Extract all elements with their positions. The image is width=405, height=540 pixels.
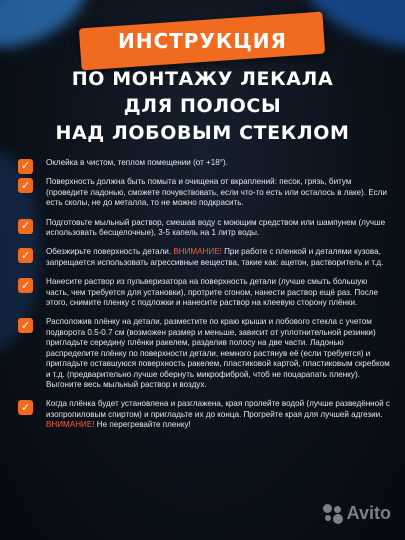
checkmark-icon: ✓: [18, 318, 33, 333]
list-item: [18, 399, 390, 430]
title-line: НАД ЛОБОВЫМ СТЕКЛОМ: [55, 122, 350, 144]
watermark-text: Avito: [346, 503, 391, 523]
list-item: [18, 218, 390, 239]
item-text: При работе с пленкой и деталями кузова, запрещается использовать агрессивные вещества, такие как: ацетон, растворитель и т.д.: [46, 247, 384, 267]
avito-logo-icon: [323, 504, 343, 524]
checkmark-icon: ✓: [18, 248, 33, 263]
checkmark-icon: ✓: [18, 159, 33, 174]
list-item: [18, 277, 390, 308]
warning-label: ВНИМАНИЕ!: [46, 420, 95, 430]
instruction-list: [18, 158, 390, 440]
badge-label: ИНСТРУКЦИЯ: [117, 29, 287, 54]
item-text: Оклейка в чистом, теплом помещении (от +18°).: [46, 158, 228, 167]
list-item: [18, 177, 390, 208]
list-item: [18, 317, 390, 390]
title-line: ДЛЯ ПОЛОСЫ: [123, 95, 282, 117]
checkmark-icon: ✓: [18, 219, 33, 234]
list-item: [18, 247, 390, 268]
item-text: Поверхность должна быть помыта и очищена от вкраплений: песок, грязь, битум (проведите ладонью, сможете почувствовать, если что-то есть или осталось в лаке). Если есть сколы, не до металла, то не можно подкрасить.: [46, 177, 387, 208]
warning-label: ВНИМАНИЕ!: [173, 247, 222, 257]
list-item: [18, 158, 390, 173]
title-line: ПО МОНТАЖУ ЛЕКАЛА: [71, 68, 334, 90]
item-text: Не перегревайте пленку!: [94, 420, 191, 430]
item-text: Подготовьте мыльный раствор, смешав воду с моющим средством или шампунем (лучше использовать бесщелочные), 3-5 капель на 1 литр воды.: [46, 217, 386, 238]
item-text: Нанесите раствор из пульверизатора на поверхность детали (лучше смыть большую часть, чем требуется для установки), протрите сгоном, нанести раствор ещё раз. После этого, снимите пленку с подложки и нанесите раствор на клеевую сторону плёнки.: [46, 277, 378, 308]
item-text: Когда плёнка будет установлена и разглажена, края пролейте водой (лучше разведённой с изопропиловым спиртом) и пригладьте их до конца. Прогрейте края для лучшей адгезии.: [46, 399, 390, 419]
instruction-badge: [79, 12, 325, 71]
checkmark-icon: ✓: [18, 400, 33, 415]
avito-watermark: [323, 503, 391, 524]
checkmark-icon: ✓: [18, 178, 33, 193]
checkmark-icon: ✓: [18, 278, 33, 293]
item-text: Расположив плёнку на детали, разместите по краю крыши и лобового стекла с учетом подворота 0.5-0.7 см (возможен размер и меньше, зависит от уплотнительной резинки) пригладьте середину плёнки ракелем, разделив полосу на две части. Ладонью распределите плёнку по поверхности детали, немного растянув её (если требуется) и пригладьте оставшуюся поверхность ракелем, пластиковой картой, пластиковым скребком и т.д. (предварительно лучше обернуть микрофиброй, чтоб не поцарапать пленку). Выгоните весь мыльный раствор и воздух.: [46, 317, 390, 389]
item-text: Обезжирьте поверхность детали.: [46, 247, 174, 257]
